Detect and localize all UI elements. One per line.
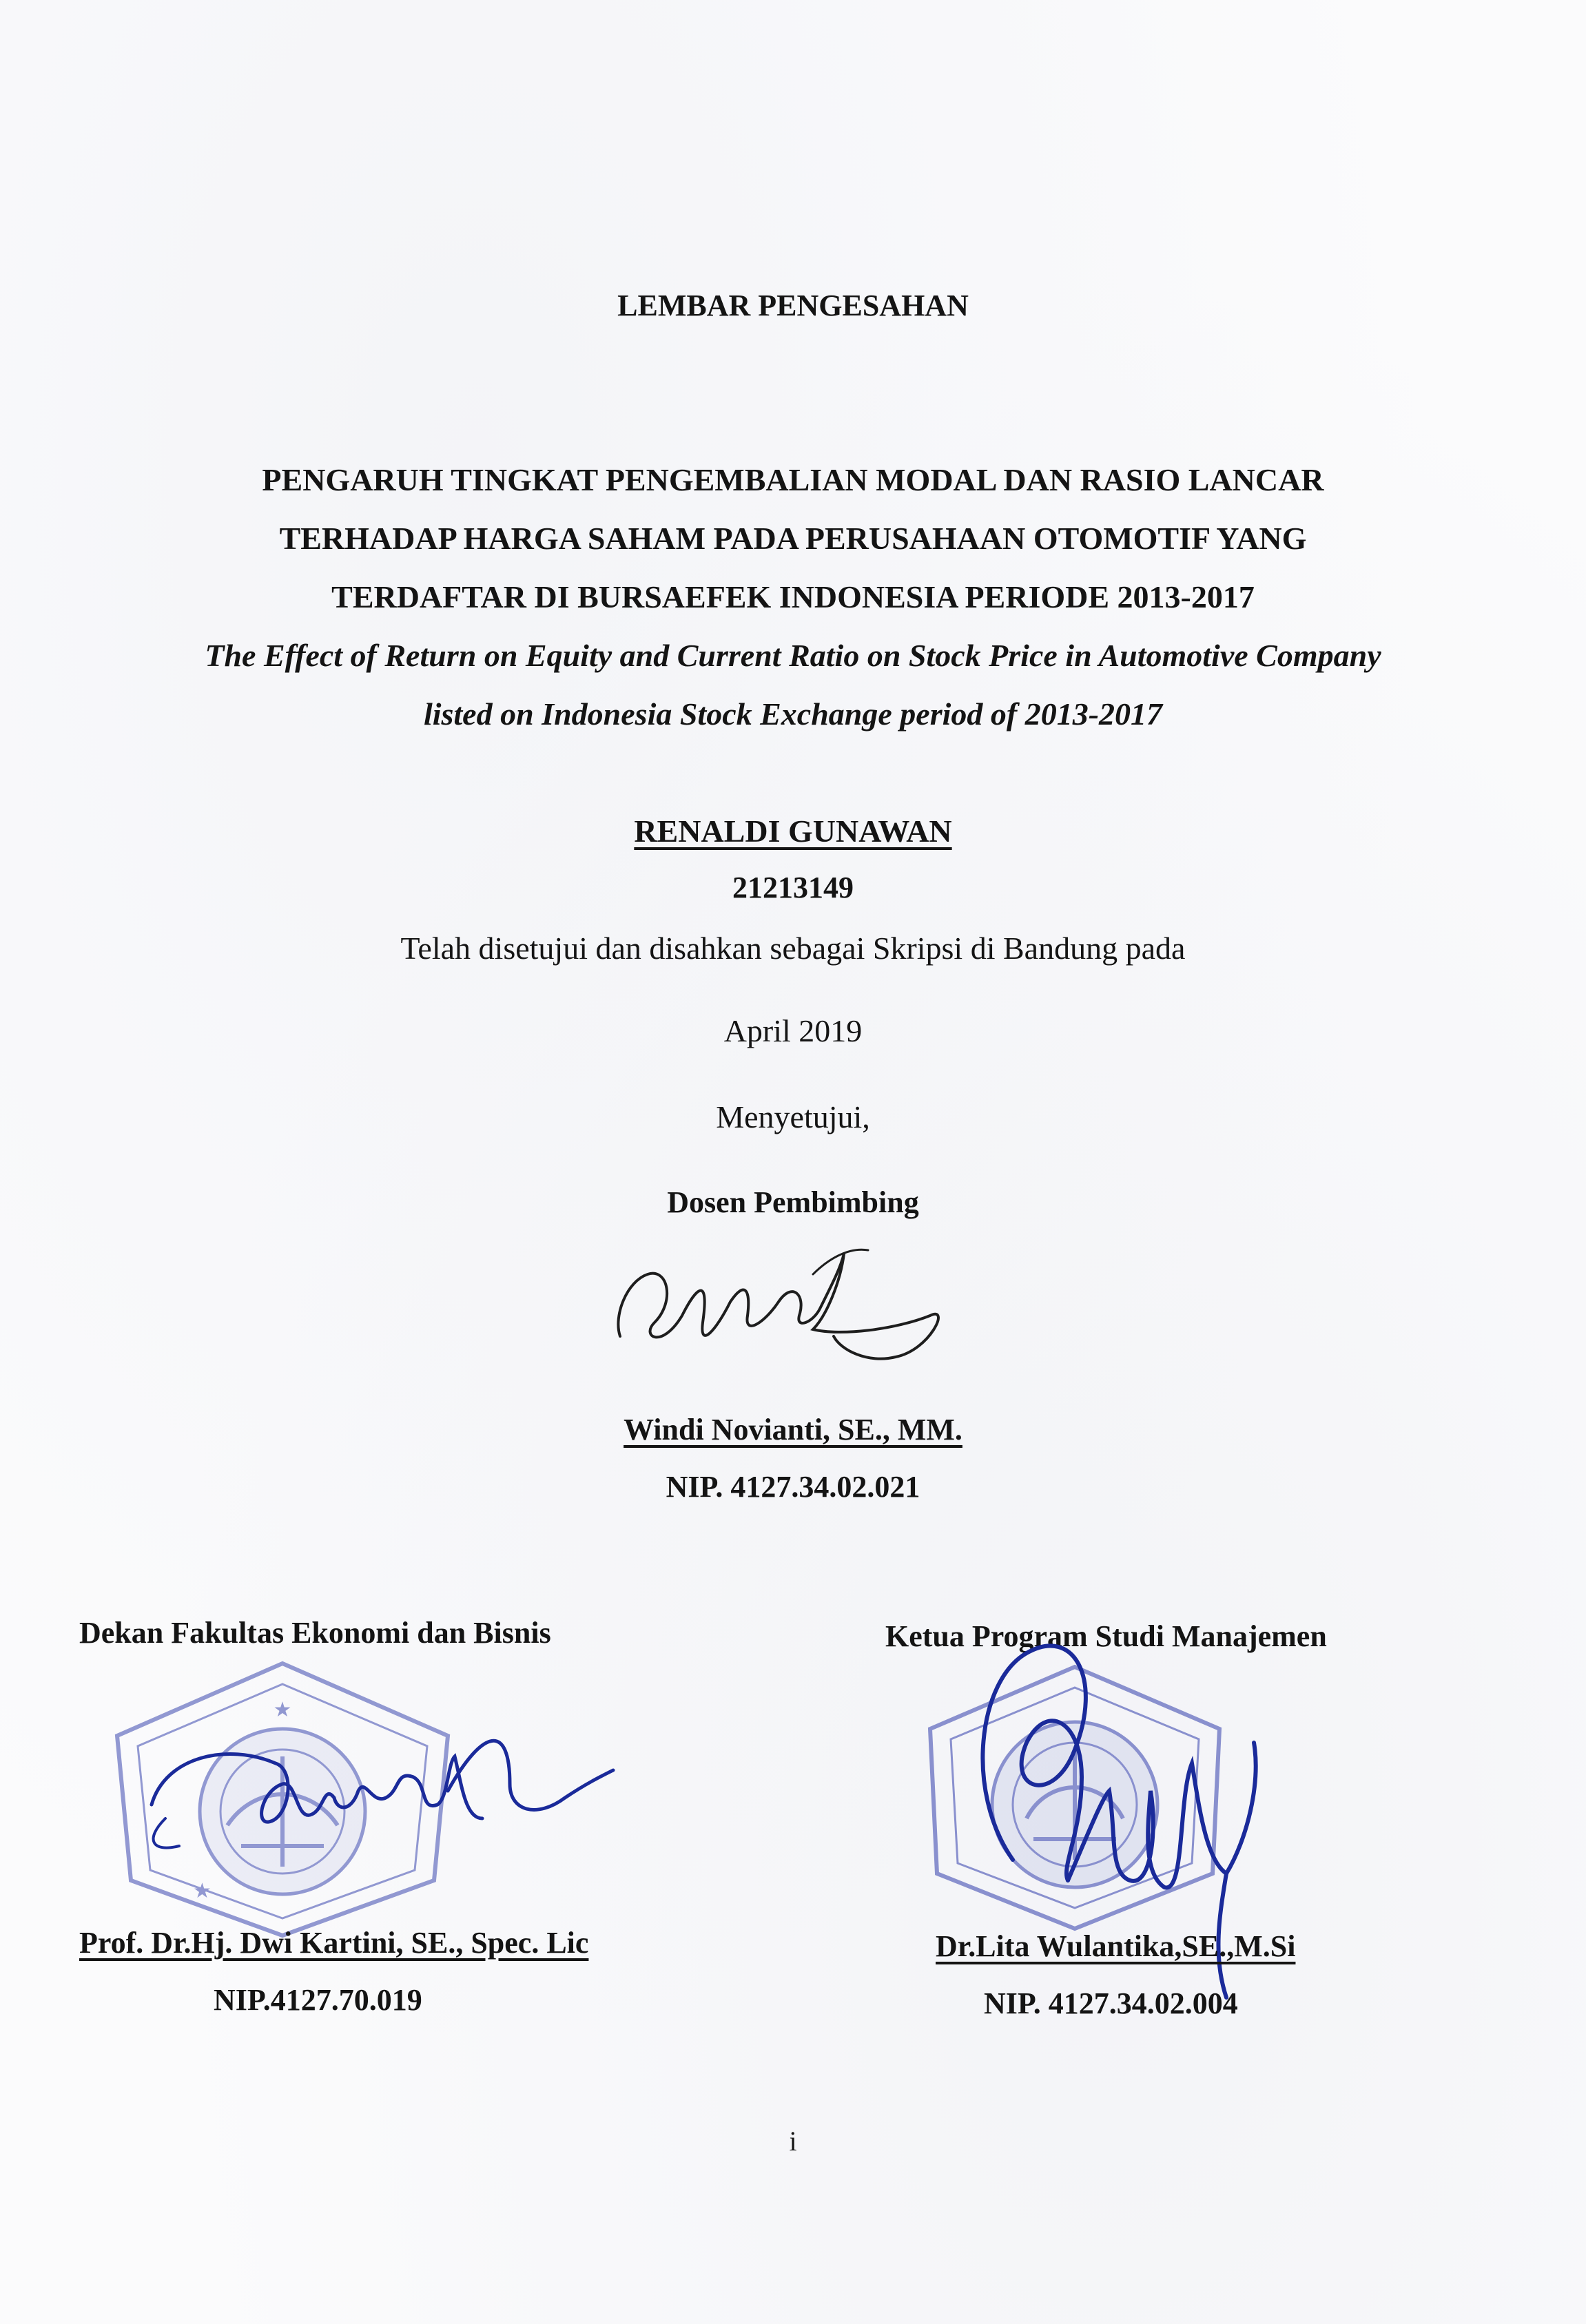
thesis-title-line-3: TERDAFTAR DI BURSAEFEK INDONESIA PERIODE 2013-2017: [331, 579, 1255, 614]
advisor-nip: NIP. 4127.34.02.021: [666, 1470, 920, 1504]
dean-nip: NIP.4127.70.019: [214, 1983, 422, 2017]
svg-text:★: ★: [273, 1698, 292, 1722]
approval-agree: Menyetujui,: [716, 1099, 870, 1134]
program-head-name-row: [936, 1929, 1295, 1964]
page-number: i: [789, 2126, 797, 2157]
dean-role: Dekan Fakultas Ekonomi dan Bisnis: [79, 1616, 551, 1650]
advisor-name: Windi Novianti, SE., MM.: [624, 1413, 962, 1446]
program-head-nip: NIP. 4127.34.02.004: [984, 1986, 1238, 2020]
thesis-title-line-1: PENGARUH TINGKAT PENGEMBALIAN MODAL DAN RASIO LANCAR: [262, 462, 1324, 497]
advisor-role: Dosen Pembimbing: [667, 1185, 919, 1219]
thesis-title-line-2: TERHADAP HARGA SAHAM PADA PERUSAHAAN OTOMOTIF YANG: [279, 521, 1307, 556]
dean-name-row: [79, 1925, 588, 1960]
advisor-name-row: [0, 1412, 1586, 1447]
author-name: RENALDI GUNAWAN: [634, 813, 952, 849]
svg-text:★: ★: [193, 1879, 212, 1903]
author-nim: 21213149: [732, 871, 854, 904]
author-name-row: [0, 813, 1586, 849]
approval-date: April 2019: [723, 1013, 863, 1048]
page-title: LEMBAR PENGESAHAN: [617, 289, 969, 322]
thesis-title-english-line-1: The Effect of Return on Equity and Current Ratio on Stock Price in Automotive Company: [205, 638, 1381, 673]
program-head-role: Ketua Program Studi Manajemen: [885, 1619, 1327, 1653]
dean-name: Prof. Dr.Hj. Dwi Kartini, SE., Spec. Lic: [79, 1926, 589, 1960]
advisor-signature: [606, 1233, 965, 1391]
thesis-title-english-line-2: listed on Indonesia Stock Exchange period of 2013-2017: [423, 696, 1163, 732]
dean-signature: [124, 1701, 648, 1880]
program-head-name: Dr.Lita Wulantika,SE.,M.Si: [936, 1929, 1296, 1963]
approval-statement: Telah disetujui dan disahkan sebagai Skripsi di Bandung pada: [400, 931, 1186, 966]
